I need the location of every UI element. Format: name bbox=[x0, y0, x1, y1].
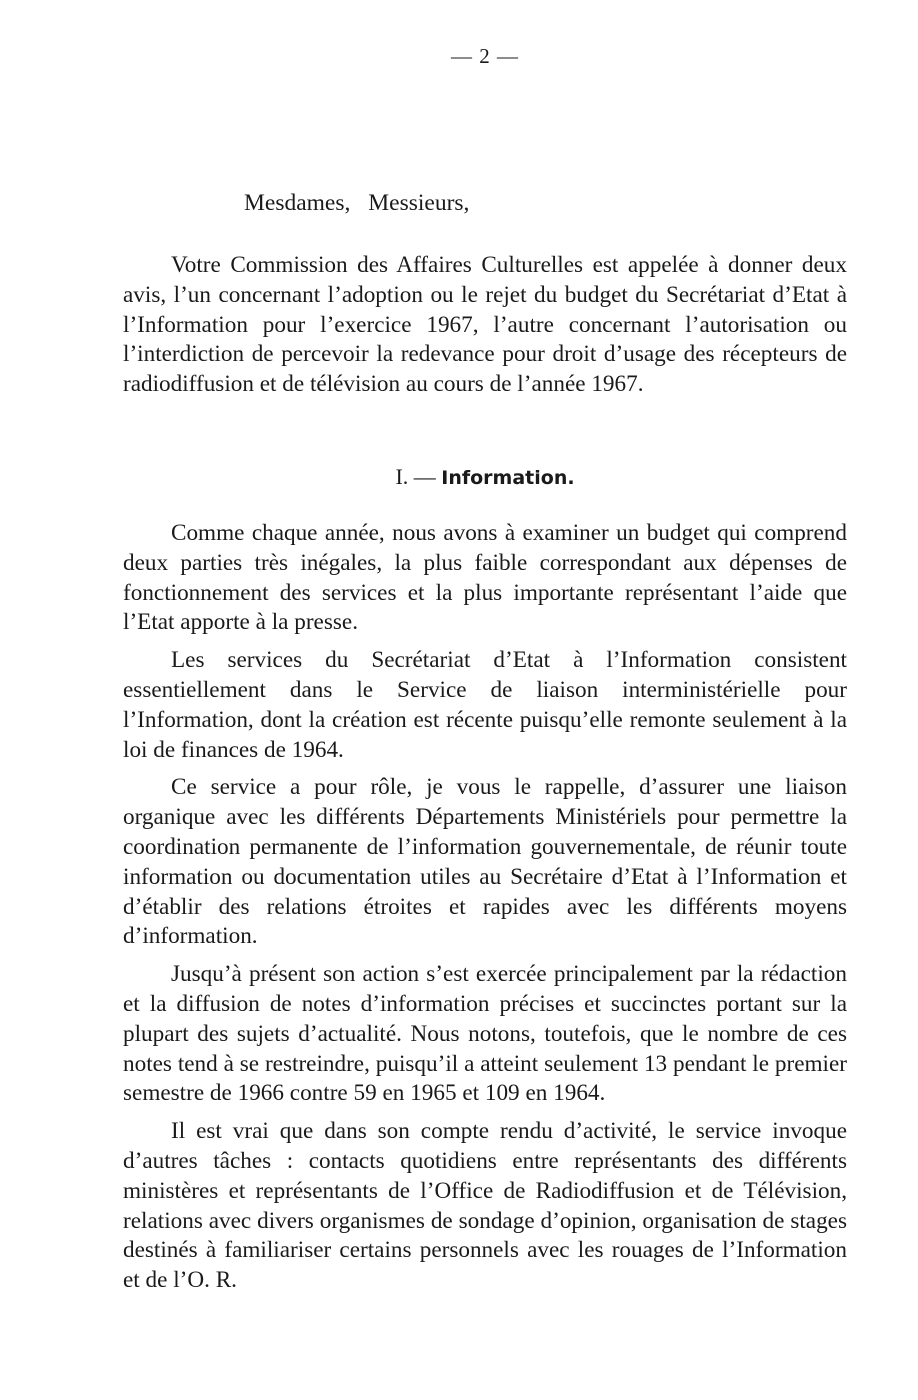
page-number: — 2 — bbox=[451, 44, 519, 68]
section-body bbox=[123, 519, 847, 1296]
intro-block bbox=[123, 251, 847, 400]
salutation: Mesdames, Messieurs, bbox=[244, 190, 470, 216]
paragraph: Les services du Secrétariat d’Etat à l’Information consistent essentiellement dans le Service de liaison interministérielle pour l’Information, dont la création est récente puisqu’elle remonte seulement à la loi de finances de 1964. bbox=[123, 647, 847, 763]
paragraph: Jusqu’à présent son action s’est exercée principalement par la rédaction et la diffusion de notes d’information précises et succinctes portant sur la plupart des sujets d’actualité. Nous notons, toutefois, que le nombre de ces notes tend à se restreindre, puisqu’il a atteint seulement 13 pendant le premier semestre de 1966 contre 59 en 1965 et 109 en 1964. bbox=[123, 961, 847, 1107]
section-heading bbox=[0, 464, 918, 490]
section-title: Information. bbox=[441, 467, 575, 489]
section-number: I. — bbox=[395, 464, 436, 489]
paragraph: Comme chaque année, nous avons à examiner un budget qui comprend deux parties très inégales, la plus faible correspondant aux dépenses de fonctionnement des services et la plus importante représentant l’aide que l’Etat apporte à la presse. bbox=[123, 520, 847, 636]
intro-paragraph: Votre Commission des Affaires Culturelles est appelée à donner deux avis, l’un concernant l’adoption ou le rejet du budget du Secrétariat d’Etat à l’Information pour l’exercice 1967, l’autre concernant l’autorisation ou l’interdiction de percevoir la redevance pour droit d’usage des récepteurs de radiodiffusion et de télévision au cours de l’année 1967. bbox=[123, 252, 847, 398]
paragraph: Ce service a pour rôle, je vous le rappelle, d’assurer une liaison organique avec les différents Départements Ministériels pour permettre la coordination permanente de l’information gouvernementale, de réunir toute information ou documentation utiles au Secrétaire d’Etat à l’Information et d’établir des relations étroites et rapides avec les différents moyens d’information. bbox=[123, 774, 847, 950]
paragraph: Il est vrai que dans son compte rendu d’activité, le service invoque d’autres tâches : contacts quotidiens entre représentants des différents ministères et représentants de l’Office de Radiodiffusion et de Télévision, relations avec divers organismes de sondage d’opinion, organisation de stages destinés à familiariser certains personnels avec les rouages de l’Information et de l’O. R. bbox=[123, 1118, 847, 1294]
